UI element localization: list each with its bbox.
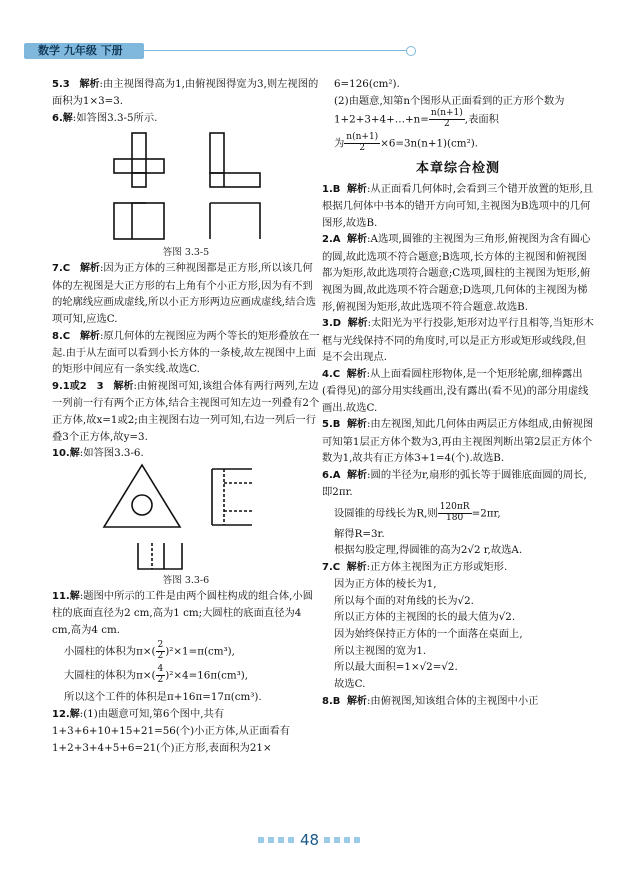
check-answer-4: 4.C 解析:从上面看圆柱形物体,是一个矩形轮廓,细棒露出(看得见)的部分用实线画出,没有露出(看不见)的部分用虚线画出.故选C. [322, 367, 589, 414]
answer-11: 11.解:题图中所示的工件是由两个圆柱构成的组合体,小圆柱的底面直径为2 cm,高为1 cm;大圆柱的底面直径为4 cm,高为4 cm. [52, 589, 313, 636]
header-title: 数学 九年级 下册 [38, 44, 123, 57]
footer-dot [278, 837, 284, 843]
fraction: $\frac{4}{2}$ [157, 664, 164, 686]
check-answer-7-line: 所以每个面的对角线的长为√2. [334, 594, 474, 607]
footer-dot [258, 837, 264, 843]
answer-12-part2: (2)由题意,知第n个图形从正面看到的正方形个数为1+2+3+4+…+n= $\frac{n(n+1)}{2}$ ,表面积 [334, 94, 565, 130]
answer-12-cont: 6=126(cm²). [334, 78, 400, 90]
fraction: $\frac{2}{2}$ [157, 640, 164, 662]
page-footer [0, 828, 624, 852]
check-answer-6-line3: 解得R=3r. [334, 527, 385, 540]
fraction: $\frac{120\pi R}{180}$ [439, 501, 470, 523]
footer-dot [288, 837, 294, 843]
check-answer-1: 1.B 解析:从正面看几何体时,会看到三个错开放置的矩形,且根据几何体中书本的错开方向可知,主视图为B选项中的几何图形,故选B. [322, 182, 594, 229]
page-number: 48 [300, 831, 320, 849]
fraction: $\frac{n(n+1)}{2}$ [346, 132, 379, 154]
figure-caption-2: 答图 3.3-6 [162, 574, 210, 586]
right-column [322, 76, 594, 710]
check-answer-7-line: 所以正方体的主视图的长的最大值为√2. [334, 611, 516, 624]
check-answer-7-line: 因为正方体的棱长为1, [334, 578, 437, 591]
left-column [52, 76, 320, 756]
answer-12: 12.解:(1)由题意可知,第6个图中,共有1+3+6+10+15+21=56(个)小正方体,从正面看有1+2+3+4+5+6=21(个)正方形,表面积为21× [52, 707, 291, 754]
check-answer-7-line: 所以主视图的宽为1. [334, 644, 427, 657]
check-answer-6-line2: 设圆锥的母线长为R,则 $\frac{120\pi R}{180}$ =2πr, [334, 501, 501, 523]
answer-10: 10.解:如答图3.3-6. [52, 447, 144, 460]
check-answer-2: 2.A 解析:A选项,圆锥的主视图为三角形,俯视图为含有圆心的圆,故此选项不符合题意;B选项,长方体的主视图和俯视图都为矩形,故此选项符合题意;C选项,圆柱的主视图为矩形,俯视图为圆,故此选项不符合题意;D选项,几何体的主视图为梯形,俯视图为矩形,故此选项不符合题意.故选B. [322, 233, 591, 313]
check-answer-8: 8.B 解析:由俯视图,知该组合体的主视图中小正 [322, 694, 539, 707]
answer-7: 7.C 解析:因为正方体的三种视图都是正方形,所以该几何体的左视图是大正方形的右上角有个小正方形,因为有不到的轮廓线应画成虚线,所以小正方形两边应画成虚线,结合选项可知,应选C. [52, 262, 316, 325]
answer-9: 9.1或2 3 解析:由俯视图可知,该组合体有两行两列,左边一列前一行有两个正方体,结合主视图可知左边一列叠有2个正方体,故x=1或2;由主视图右边一列可知,右边一列后一行叠3个正方体,故y=3. [52, 380, 320, 443]
figure-3-3-5 [52, 127, 320, 245]
footer-dot [324, 837, 330, 843]
header-dot [406, 46, 416, 56]
answer-12-part3: 为 $\frac{n(n+1)}{2}$ ×6=3n(n+1)(cm²). [334, 132, 478, 154]
footer-dot [344, 837, 350, 843]
fraction: $\frac{n(n+1)}{2}$ [430, 108, 463, 130]
check-answer-3: 3.D 解析:太阳光为平行投影,矩形对边平行且相等,当矩形木框与光线保持不同的角度时,可以是正方形或矩形或线段,但是不会出现点. [322, 317, 594, 364]
answer-11-big: 大圆柱的体积为π×( $\frac{4}{2}$ )²×4=16π(cm³), [64, 664, 249, 686]
header-rule [144, 50, 410, 51]
footer-dot [268, 837, 274, 843]
answer-8: 8.C 解析:原几何体的左视图应为两个等长的矩形叠放在一起.由于从左面可以看到小长方体的一条棱,故左视图中上面的矩形中间应有一条实线.故选C. [52, 329, 320, 376]
figure-3-3-6 [52, 463, 320, 573]
footer-dot [334, 837, 340, 843]
answer-5: 5.3 解析:由主视图得高为1,由俯视图得宽为3,则左视图的面积为1×3=3. [52, 78, 319, 108]
answer-6: 6.解:如答图3.3-5所示. [52, 111, 158, 124]
check-answer-6-line4: 根据勾股定理,得圆锥的高为2√2 r,故选A. [334, 544, 523, 557]
answer-11-total: 所以这个工件的体积是π+16π=17π(cm³). [64, 691, 262, 704]
page-header [0, 40, 624, 62]
section-title: 本章综合检测 [415, 160, 500, 176]
footer-dot [354, 837, 360, 843]
header-tab [24, 43, 144, 59]
check-answer-7-line: 故选C. [334, 678, 366, 691]
check-answer-5: 5.B 解析:由左视图,知此几何体由两层正方体组成,由俯视图可知第1层正方体个数为3,再由主视图判断出第2层正方体个数为1,故共有正方体3+1=4(个).故选B. [322, 418, 594, 465]
check-answer-7-line: 因为始终保持正方体的一个面落在桌面上, [334, 628, 523, 641]
figure-caption-1: 答图 3.3-5 [162, 247, 210, 259]
check-answer-7: 7.C 解析:正方体主视图为正方形或矩形. [322, 560, 508, 573]
check-answer-6: 6.A 解析:圆的半径为r,扇形的弧长等于圆锥底面圆的周长,即2πr. [322, 468, 587, 499]
check-answer-7-line: 所以最大面积=1×√2=√2. [334, 661, 458, 674]
answer-11-small: 小圆柱的体积为π×( $\frac{2}{2}$ )²×1=π(cm³), [64, 640, 235, 662]
